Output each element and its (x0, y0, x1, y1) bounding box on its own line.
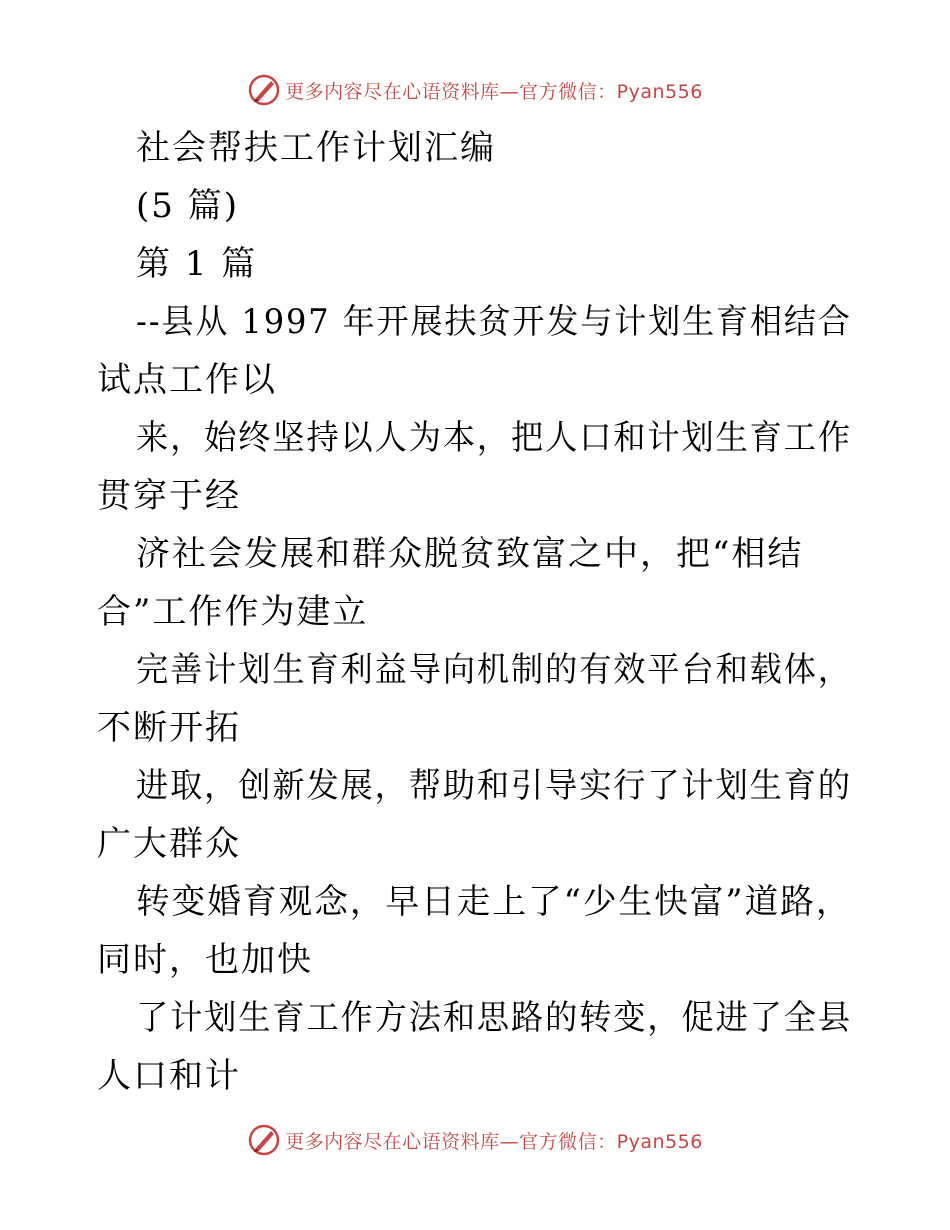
paragraph-line: 试点工作以 (97, 360, 277, 400)
paragraph-line: 完善计划生育利益导向机制的有效平台和载体， (136, 650, 852, 690)
paragraph-line: 转变婚育观念，早日走上了“少生快富”道路， (136, 882, 852, 922)
pen-logo-icon (247, 1123, 281, 1157)
paragraph-line: 济社会发展和群众脱贫致富之中，把“相结 (136, 534, 804, 574)
paragraph-line: 不断开拓 (97, 708, 241, 748)
paragraph-line: 广大群众 (97, 824, 241, 864)
footer-watermark (0, 1122, 950, 1158)
document-title: 社会帮扶工作计划汇编 (136, 128, 496, 168)
paragraph-line: 贯穿于经 (97, 476, 241, 516)
document-subtitle: (5 篇) (136, 186, 239, 226)
paragraph-line: --县从 1997 年开展扶贫开发与计划生育相结合 (136, 302, 852, 342)
watermark-text: 更多内容尽在心语资料库—官方微信：Pyan556 (285, 1130, 703, 1153)
paragraph-line: 同时，也加快 (97, 940, 313, 980)
paragraph-line: 进取，创新发展，帮助和引导实行了计划生育的 (136, 766, 852, 806)
watermark-text: 更多内容尽在心语资料库—官方微信：Pyan556 (285, 80, 703, 103)
paragraph-line: 合”工作作为建立 (97, 592, 369, 632)
section-heading: 第 1 篇 (136, 244, 258, 284)
paragraph-line: 来，始终坚持以人为本，把人口和计划生育工作 (136, 418, 852, 458)
paragraph-line: 了计划生育工作方法和思路的转变，促进了全县 (136, 998, 852, 1038)
paragraph-line: 人口和计 (97, 1056, 241, 1096)
